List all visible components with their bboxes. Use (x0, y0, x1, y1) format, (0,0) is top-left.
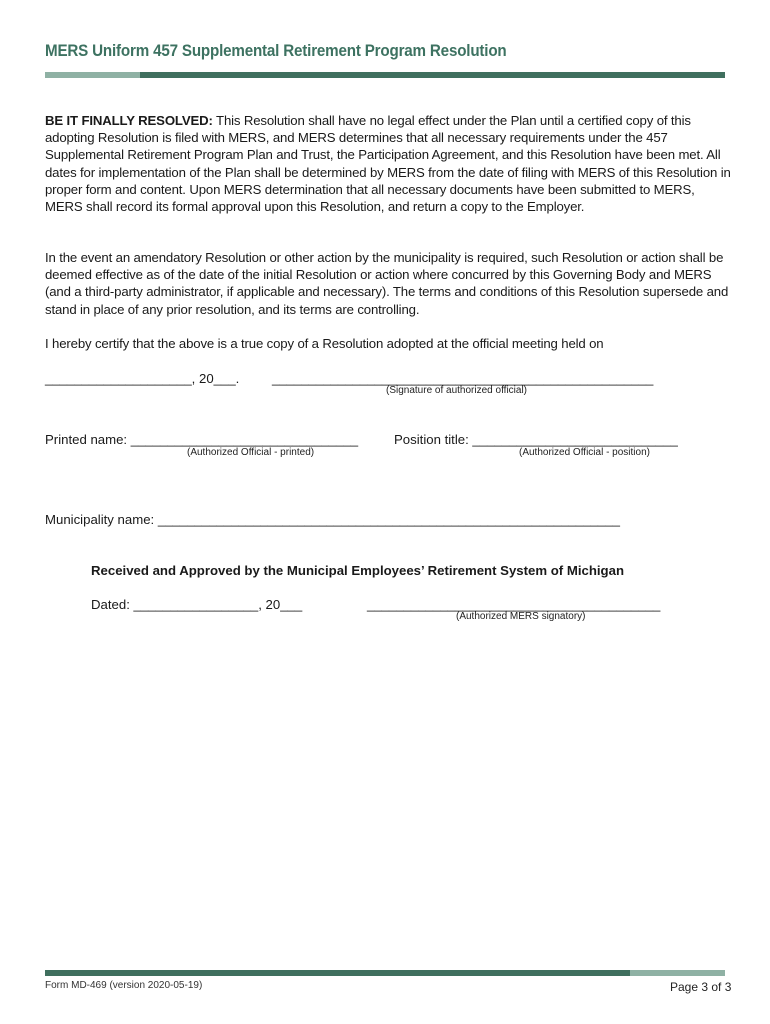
form-identifier: Form MD-469 (version 2020-05-19) (45, 980, 203, 991)
mers-signature-caption: (Authorized MERS signatory) (456, 611, 586, 622)
position-title-field[interactable]: Position title: ____________________________ (394, 432, 678, 447)
approval-dated-field[interactable]: Dated: _________________, 20___ (91, 597, 303, 612)
printed-name-field[interactable]: Printed name: _______________________________ (45, 432, 359, 447)
meeting-date-field[interactable]: ____________________, 20___. (45, 371, 240, 386)
printed-name-caption: (Authorized Official - printed) (187, 447, 315, 458)
document-title: MERS Uniform 457 Supplemental Retirement Program Resolution (45, 42, 507, 60)
resolution-paragraph-amendatory: In the event an amendatory Resolution or other action by the municipality is required, such Resolution or action shall be deemed effective as of the date of the initial Resolution or action where concurred by this Governing Body and MERS (and a third-party administrator, if applicable and necessary). The terms and conditions of this Resolution supersede and stand in place of any prior resolution, and its terms are controlling. (45, 250, 729, 317)
signature-caption: (Signature of authorized official) (386, 385, 528, 396)
header-rule-dark (140, 72, 725, 78)
footer-rule-light (630, 970, 725, 976)
mers-signature-field[interactable]: ________________________________________ (367, 597, 661, 612)
resolution-paragraph-final (45, 112, 735, 215)
approval-heading: Received and Approved by the Municipal Employees’ Retirement System of Michigan (91, 563, 625, 578)
certify-statement: I hereby certify that the above is a true copy of a Resolution adopted at the official meeting held on (45, 336, 604, 351)
page-number: Page 3 of 3 (670, 980, 732, 994)
official-signature-field[interactable]: ____________________________________________________ (272, 371, 654, 386)
municipality-name-field[interactable]: Municipality name: _______________________________________________________________ (45, 512, 620, 527)
paragraph-lead: BE IT FINALLY RESOLVED: (45, 113, 213, 128)
paragraph-body: This Resolution shall have no legal effect under the Plan until a certified copy of this adopting Resolution is filed with MERS, and MERS determines that all necessary requirements under the 457 Supplemental Retirement Program Plan and Trust, the Participation Agreement, and this Resolution have been met. All dates for implementation of the Plan shall be determined by MERS from the date of filing with MERS of this Resolution in proper form and content. Upon MERS determination that all necessary documents have been submitted to MERS, MERS shall record its formal approval upon this Resolution, and return a copy to the Employer. (45, 113, 731, 215)
position-title-caption: (Authorized Official - position) (519, 447, 650, 458)
header-rule-light (45, 72, 140, 78)
footer-rule-dark (45, 970, 630, 976)
